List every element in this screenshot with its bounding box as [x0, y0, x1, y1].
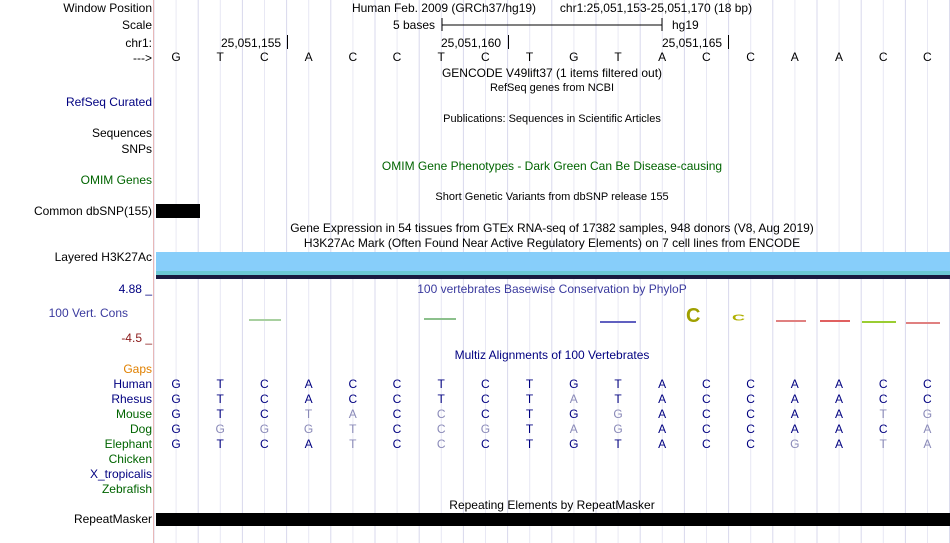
- ruler-tick-label: 25,051,165: [662, 36, 723, 50]
- track-label-repeatmasker[interactable]: RepeatMasker: [73, 512, 152, 526]
- conservation-logo-mark: C: [732, 313, 745, 323]
- alignment-base: A: [569, 422, 578, 436]
- alignment-base: A: [304, 377, 313, 391]
- assembly-title: Human Feb. 2009 (GRCh37/hg19): [351, 1, 537, 15]
- alignment-base: T: [525, 422, 534, 436]
- alignment-base: A: [834, 392, 843, 406]
- alignment-base: T: [349, 422, 357, 436]
- phylop-min-label: -4.5 _: [121, 331, 152, 345]
- alignment-base: A: [790, 377, 799, 391]
- alignment-base: C: [436, 422, 446, 436]
- alignment-base: A: [834, 377, 843, 391]
- window-position-text: chr1:25,051,153-25,051,170 (18 bp): [559, 1, 753, 15]
- alignment-base: G: [171, 422, 181, 436]
- species-label[interactable]: X_tropicalis: [89, 467, 152, 481]
- dna-base: T: [437, 50, 445, 64]
- alignment-base: T: [525, 437, 534, 451]
- alignment-base: T: [614, 437, 622, 451]
- track-label-omim[interactable]: OMIM Genes: [80, 173, 152, 187]
- alignment-base: G: [790, 437, 800, 451]
- refseq-track-title[interactable]: RefSeq genes from NCBI: [489, 82, 615, 94]
- phylop-mark: [906, 322, 940, 324]
- phylop-mark: [862, 321, 896, 323]
- alignment-base: T: [525, 392, 534, 406]
- alignment-base: G: [303, 422, 314, 436]
- alignment-base: G: [215, 422, 225, 436]
- scale-bar: [440, 17, 666, 33]
- phylop-track-title[interactable]: 100 vertebrates Basewise Conservation by PhyloP: [417, 282, 687, 296]
- chromosome-label: chr1:: [125, 36, 152, 50]
- alignment-base: G: [613, 407, 623, 421]
- dbsnp-feature[interactable]: [156, 204, 200, 218]
- h3k27ac-signal[interactable]: [156, 252, 950, 271]
- alignment-base: C: [746, 422, 755, 436]
- species-label[interactable]: Dog: [129, 422, 152, 436]
- dna-base: C: [348, 50, 358, 64]
- alignment-base: C: [702, 422, 711, 436]
- gencode-track-title[interactable]: GENCODE V49lift37 (1 items filtered out): [441, 66, 663, 80]
- alignment-base: T: [614, 392, 622, 406]
- track-label-vert-cons[interactable]: 100 Vert. Cons: [48, 306, 128, 320]
- alignment-base: C: [702, 392, 711, 406]
- dna-base: C: [878, 50, 888, 64]
- repeatmasker-track-title[interactable]: Repeating Elements by RepeatMasker: [449, 498, 655, 512]
- alignment-base: C: [923, 377, 932, 391]
- alignment-base: A: [304, 392, 313, 406]
- alignment-base: C: [481, 377, 490, 391]
- alignment-base: T: [304, 407, 313, 421]
- species-label[interactable]: Rhesus: [111, 392, 152, 406]
- scale-assembly: hg19: [672, 18, 699, 32]
- alignment-base: G: [922, 407, 933, 421]
- alignment-base: A: [834, 407, 843, 421]
- alignment-base: T: [614, 377, 622, 391]
- alignment-base: G: [480, 422, 491, 436]
- dna-base: T: [216, 50, 224, 64]
- alignment-base: A: [658, 437, 667, 451]
- alignment-base: C: [260, 377, 269, 391]
- alignment-base: C: [260, 437, 269, 451]
- dbsnp-track-title[interactable]: Short Genetic Variants from dbSNP release 155: [435, 191, 669, 203]
- alignment-base: C: [392, 437, 402, 451]
- phylop-mark: [600, 321, 636, 323]
- repeatmasker-element[interactable]: [156, 513, 950, 526]
- alignment-base: C: [702, 377, 711, 391]
- dna-base: A: [834, 50, 843, 64]
- dna-base: C: [923, 50, 932, 64]
- h3k27ac-baseline: [156, 275, 950, 279]
- alignment-base: C: [702, 407, 711, 421]
- ruler-tick: [287, 35, 288, 49]
- track-label-sequences[interactable]: Sequences: [91, 126, 152, 140]
- alignment-base: A: [658, 392, 667, 406]
- alignment-base: G: [171, 392, 181, 406]
- alignment-base: C: [746, 407, 755, 421]
- alignment-base: C: [746, 392, 755, 406]
- phylop-mark: [249, 319, 281, 321]
- phylop-mark: [424, 318, 456, 320]
- dna-base: T: [525, 50, 534, 64]
- alignment-base: C: [481, 407, 490, 421]
- alignment-base: A: [834, 437, 843, 451]
- alignment-base: C: [436, 437, 446, 451]
- alignment-base: C: [348, 377, 358, 391]
- track-label-h3k27ac[interactable]: Layered H3K27Ac: [54, 250, 152, 264]
- dna-base: A: [790, 50, 799, 64]
- alignment-base: A: [790, 422, 799, 436]
- scale-text: 5 bases: [393, 18, 436, 32]
- alignment-base: C: [878, 392, 888, 406]
- label-separator: [153, 0, 154, 543]
- ruler-tick-label: 25,051,155: [221, 36, 282, 50]
- ruler-tick-label: 25,051,160: [441, 36, 502, 50]
- alignment-base: G: [569, 377, 579, 391]
- alignment-base: A: [790, 392, 799, 406]
- alignment-base: T: [879, 407, 887, 421]
- alignment-base: T: [349, 437, 357, 451]
- publications-track-title[interactable]: Publications: Sequences in Scientific Articles: [443, 113, 661, 125]
- species-label[interactable]: Chicken: [108, 452, 152, 466]
- alignment-base: G: [171, 437, 181, 451]
- alignment-base: G: [613, 422, 623, 436]
- alignment-base: C: [260, 392, 269, 406]
- alignment-base: A: [569, 392, 578, 406]
- alignment-base: C: [702, 437, 711, 451]
- track-label-gaps[interactable]: Gaps: [123, 362, 152, 376]
- dna-base: C: [746, 50, 755, 64]
- alignment-base: A: [658, 377, 667, 391]
- alignment-base: T: [437, 377, 445, 391]
- alignment-base: T: [216, 377, 224, 391]
- ruler-tick: [728, 35, 729, 49]
- alignment-base: C: [878, 377, 888, 391]
- alignment-base: T: [216, 437, 224, 451]
- alignment-base: C: [392, 392, 402, 406]
- track-label-refseq[interactable]: RefSeq Curated: [65, 95, 152, 109]
- alignment-base: C: [392, 407, 402, 421]
- alignment-base: A: [790, 407, 799, 421]
- species-label[interactable]: Zebrafish: [101, 482, 152, 496]
- phylop-max-label: 4.88 _: [118, 282, 152, 296]
- alignment-base: G: [569, 407, 579, 421]
- strand-label: --->: [133, 51, 152, 65]
- dna-base: A: [658, 50, 667, 64]
- alignment-base: T: [879, 437, 887, 451]
- alignment-base: T: [216, 392, 224, 406]
- alignment-base: C: [392, 422, 402, 436]
- dna-base: T: [614, 50, 622, 64]
- alignment-base: A: [923, 437, 932, 451]
- alignment-base: A: [658, 407, 667, 421]
- alignment-base: T: [216, 407, 224, 421]
- alignment-base: G: [569, 437, 579, 451]
- species-label[interactable]: Elephant: [104, 437, 152, 451]
- alignment-base: C: [481, 392, 490, 406]
- conservation-logo-mark: C: [686, 305, 701, 327]
- track-label-snps[interactable]: SNPs: [121, 142, 152, 156]
- alignment-base: T: [437, 392, 445, 406]
- dna-base: G: [171, 50, 181, 64]
- alignment-base: C: [878, 422, 888, 436]
- alignment-base: C: [923, 392, 932, 406]
- species-label[interactable]: Mouse: [115, 407, 152, 421]
- alignment-base: C: [746, 437, 755, 451]
- alignment-base: A: [304, 437, 313, 451]
- dna-base: C: [392, 50, 402, 64]
- species-label[interactable]: Human: [113, 377, 152, 391]
- dna-base: C: [702, 50, 711, 64]
- track-label-common-dbsnp[interactable]: Common dbSNP(155): [33, 204, 152, 218]
- alignment-base: A: [923, 422, 932, 436]
- phylop-mark: [820, 320, 850, 322]
- dna-base: C: [260, 50, 269, 64]
- omim-track-title[interactable]: OMIM Gene Phenotypes - Dark Green Can Be Disease-causing: [381, 159, 723, 173]
- alignment-base: C: [481, 437, 490, 451]
- alignment-base: C: [348, 392, 358, 406]
- alignment-base: A: [658, 422, 667, 436]
- gtex-track-title[interactable]: Gene Expression in 54 tissues from GTEx RNA-seq of 17382 samples, 948 donors (V8, Aug 2019): [290, 221, 814, 235]
- alignment-base: T: [525, 377, 534, 391]
- ruler-tick: [508, 35, 509, 49]
- scale-label: Scale: [121, 18, 152, 32]
- alignment-base: C: [260, 407, 269, 421]
- alignment-base: C: [392, 377, 402, 391]
- alignment-base: G: [171, 377, 181, 391]
- alignment-base: C: [746, 377, 755, 391]
- phylop-mark: [776, 320, 806, 322]
- window-position-label: Window Position: [63, 1, 152, 15]
- alignment-base: A: [834, 422, 843, 436]
- multiz-track-title[interactable]: Multiz Alignments of 100 Vertebrates: [454, 348, 650, 362]
- alignment-base: C: [436, 407, 446, 421]
- alignment-base: A: [348, 407, 357, 421]
- dna-base: A: [304, 50, 313, 64]
- dna-base: C: [481, 50, 490, 64]
- dna-base: G: [569, 50, 579, 64]
- alignment-base: G: [171, 407, 181, 421]
- alignment-base: T: [525, 407, 534, 421]
- h3k27ac-track-title[interactable]: H3K27Ac Mark (Often Found Near Active Regulatory Elements) on 7 cell lines from ENCODE: [303, 236, 801, 250]
- alignment-base: G: [259, 422, 270, 436]
